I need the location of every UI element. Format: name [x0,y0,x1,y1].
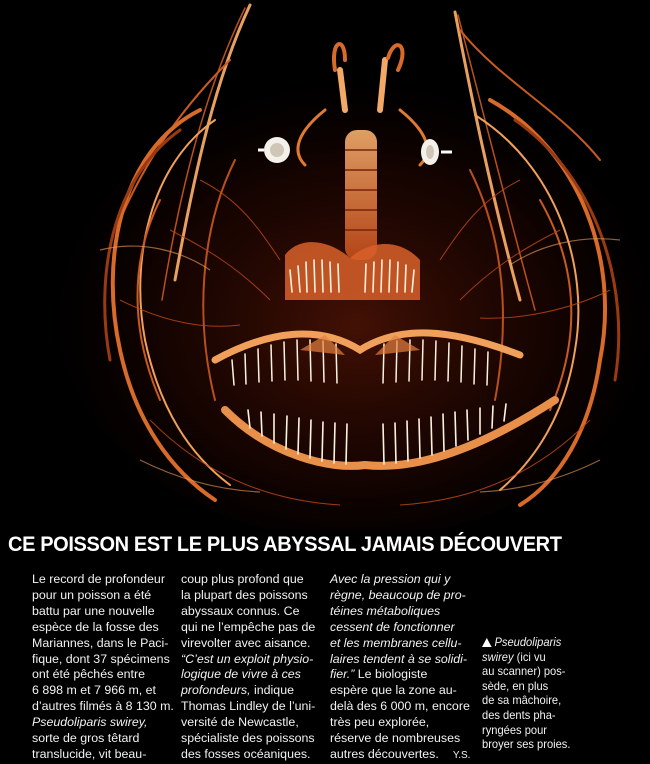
text-line [330,683,470,699]
text-run: pour un poisson a été [32,587,152,602]
text-run: versité de Newcastle, [181,715,299,730]
text-line [181,731,319,747]
text-line [32,747,172,763]
text-line [330,731,470,747]
text-run: sède, en plus [482,679,549,693]
text-line [330,620,470,636]
text-line [181,715,319,731]
text-run: d’autres filmés à 8 130 m. [32,699,174,714]
text-line [181,604,319,620]
text-run: sorte de gros têtard [32,731,140,746]
text-run: coup plus profond que [181,572,304,586]
text-line [32,636,172,652]
text-run: (ici vu [513,650,546,664]
text-line [181,699,319,715]
text-line [482,724,574,739]
text-run: 6 898 m et 7 966 m, et [32,683,156,698]
text-line [181,667,319,683]
text-line [330,652,470,668]
author-initials: Y.S. [452,749,471,761]
article-column-3 [330,572,470,764]
text-line [330,572,470,588]
text-run: Mariannes, dans le Paci- [32,635,169,650]
text-line [330,667,470,683]
text-run: fier.” [330,667,355,682]
text-line [32,715,172,731]
text-run: Le record de profondeur [32,572,165,586]
text-line [32,620,172,636]
text-line [181,636,319,652]
text-line [330,699,470,715]
text-run: profondeurs, [181,683,251,698]
text-run: logique de vivre à ces [181,667,301,682]
article-column-1 [32,572,172,763]
text-run: “C’est un exploit physio- [181,651,314,666]
article-column-2 [181,572,319,763]
text-run: très peu explorée, [330,715,430,730]
text-run: Le biologiste [354,667,428,682]
text-run: ont été pêchés entre [32,667,145,682]
text-run: réserve de nombreuses [330,731,461,746]
text-line [181,683,319,699]
text-run: translucide, vit beau- [32,746,147,761]
text-run: et les membranes cellu- [330,635,462,650]
text-run: swirey [482,650,514,664]
text-line [32,652,172,668]
text-run: battu par une nouvelle [32,603,155,618]
headline: CE POISSON EST LE PLUS ABYSSAL JAMAIS DÉCOUVERT [8,532,562,556]
text-line [482,709,574,724]
text-line [482,651,574,666]
text-run: espèce de la fosse des [32,619,159,634]
text-line [482,694,574,709]
text-run: la plupart des poissons [181,587,308,602]
text-run: indique [250,683,294,698]
text-run: virevolter avec aisance. [181,635,311,650]
text-run: delà des 6 000 m, encore [330,699,470,714]
text-run: spécialiste des poissons [181,731,315,746]
text-run: broyer ses proies. [482,738,571,752]
text-run: autres découvertes. [330,746,439,761]
text-line [32,588,172,604]
text-run: au scanner) pos- [482,665,566,679]
text-line [181,572,319,588]
text-line [32,699,172,715]
text-line [32,683,172,699]
text-run: des fosses océaniques. [181,746,311,761]
text-line [181,620,319,636]
text-line [32,731,172,747]
text-run: qui ne l’empêche pas de [181,619,316,634]
text-line [330,715,470,731]
text-run: ryngées pour [482,723,547,737]
text-run: règne, beaucoup de pro- [330,587,466,602]
photo-caption [482,636,574,753]
text-line [330,636,470,652]
text-run: laires tendent à se solidi- [330,651,468,666]
text-run: Thomas Lindley de l’uni- [181,699,316,714]
text-run: de sa mâchoire, [482,694,562,708]
text-run: cessent de fonctionner [330,619,455,634]
text-run: des dents pha- [482,708,556,722]
text-line [32,667,172,683]
text-run: Avec la pression qui y [330,572,451,586]
text-run: fique, dont 37 spécimens [32,651,170,666]
text-line [32,572,172,588]
text-line [482,665,574,680]
triangle-pointer-icon [482,638,492,647]
text-run: Pseudoliparis swirey, [32,715,148,730]
text-line [482,636,574,651]
text-run: abyssaux connus. Ce [181,603,300,618]
text-line [181,747,319,763]
text-run: Pseudoliparis [494,636,562,649]
text-line [330,588,470,604]
text-line [482,680,574,695]
text-line [181,652,319,668]
text-line [482,738,574,753]
text-run: espère que la zone au- [330,683,457,698]
text-line [32,604,172,620]
text-run: téines métaboliques [330,603,441,618]
text-line [330,604,470,620]
text-line [181,588,319,604]
